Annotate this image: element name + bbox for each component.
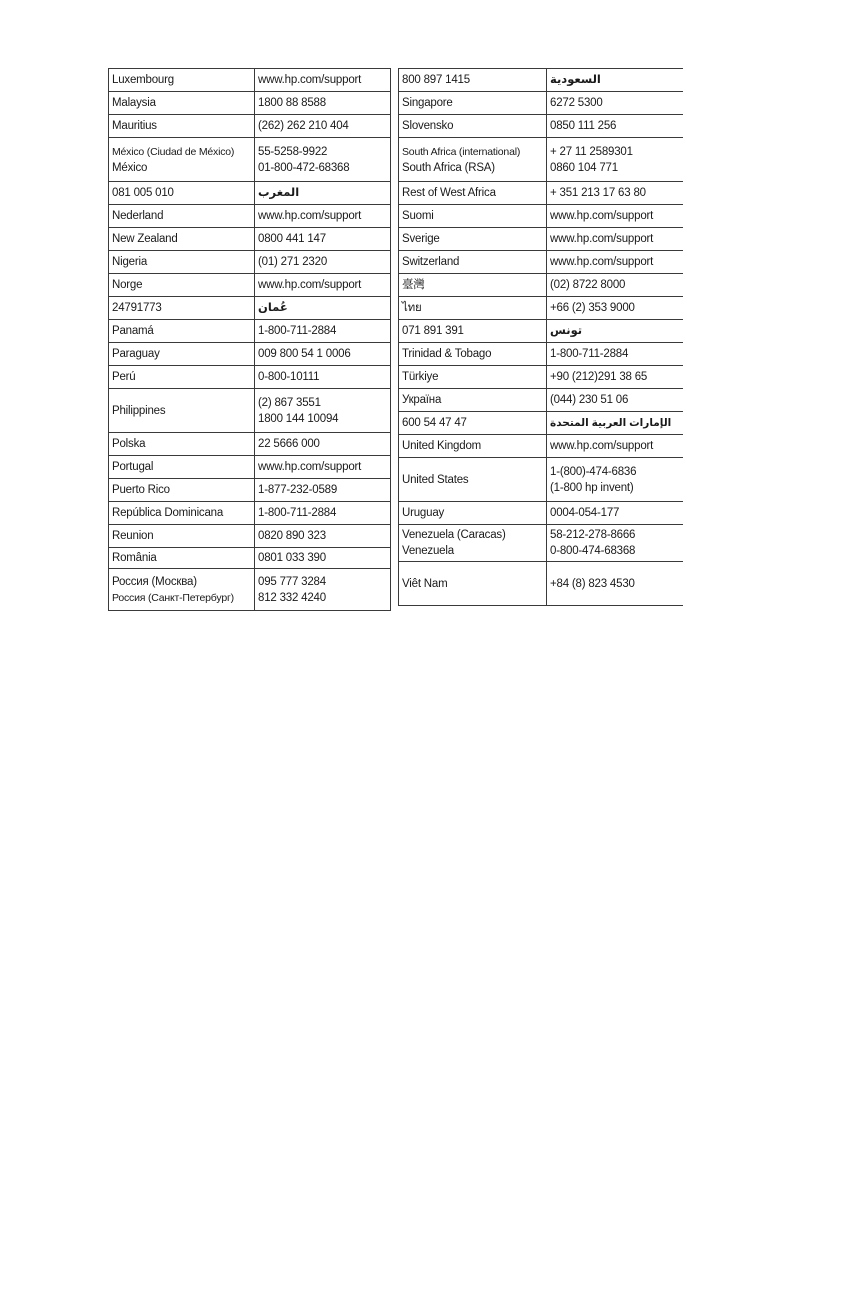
contact-value: 01-800-472-68368 xyxy=(258,161,350,174)
country-name: 081 005 010 xyxy=(112,187,174,199)
country-cell xyxy=(109,274,255,297)
country-name: Nigeria xyxy=(112,256,148,268)
country-name: Puerto Rico xyxy=(112,484,170,496)
country-cell xyxy=(399,502,547,525)
country-cell xyxy=(399,343,547,366)
contact-value: +84 (8) 823 4530 xyxy=(550,577,635,590)
country-cell xyxy=(399,366,547,389)
contact-cell xyxy=(255,456,391,479)
country-name: República Dominicana xyxy=(112,507,224,519)
country-name: Venezuela xyxy=(402,545,454,557)
country-name: Portugal xyxy=(112,461,154,473)
country-cell xyxy=(109,320,255,343)
contact-cell xyxy=(547,525,683,562)
table-row xyxy=(109,433,391,456)
country-name: România xyxy=(112,552,157,564)
table-row xyxy=(399,320,683,343)
contact-cell xyxy=(255,274,391,297)
contact-value: (01) 271 2320 xyxy=(258,256,328,268)
country-name: Venezuela (Caracas) xyxy=(402,529,506,541)
country-cell xyxy=(109,456,255,479)
contact-value: www.hp.com/support xyxy=(258,210,362,222)
country-name: Perú xyxy=(112,371,136,383)
country-cell xyxy=(399,182,547,205)
contact-cell xyxy=(255,297,391,320)
country-name: 臺灣 xyxy=(402,279,425,291)
contact-value: 1-800-711-2884 xyxy=(550,348,629,360)
country-cell xyxy=(109,182,255,205)
country-name: ไทย xyxy=(402,302,422,314)
table-row xyxy=(109,548,391,569)
contact-cell xyxy=(547,205,683,228)
support-table-left xyxy=(108,68,391,611)
country-name: New Zealand xyxy=(112,233,178,245)
table-row xyxy=(109,297,391,320)
contact-cell xyxy=(547,69,683,92)
country-name: Reunion xyxy=(112,530,154,542)
country-name: Suomi xyxy=(402,210,434,222)
table-row xyxy=(109,320,391,343)
contact-value: 0850 111 256 xyxy=(550,120,617,132)
country-name: 071 891 391 xyxy=(402,325,464,337)
country-cell xyxy=(399,562,547,606)
contact-value: 1-800-711-2884 xyxy=(258,507,337,519)
contact-value: 0004-054-177 xyxy=(550,507,620,519)
country-cell xyxy=(399,458,547,502)
contact-value: السعودية xyxy=(550,74,601,86)
contact-value: عُمان xyxy=(258,302,288,314)
table-row xyxy=(399,435,683,458)
contact-cell xyxy=(255,92,391,115)
contact-cell xyxy=(547,435,683,458)
table-row xyxy=(399,366,683,389)
contact-cell xyxy=(547,320,683,343)
country-cell xyxy=(399,205,547,228)
country-name: México (Ciudad de México) xyxy=(112,145,235,158)
contact-cell xyxy=(547,115,683,138)
country-cell xyxy=(399,251,547,274)
country-name: Luxembourg xyxy=(112,74,174,86)
contact-cell xyxy=(255,205,391,228)
table-row xyxy=(399,251,683,274)
country-name: México xyxy=(112,161,148,174)
country-name: Россия (Санкт-Петербург) xyxy=(112,591,234,604)
table-row xyxy=(399,525,683,562)
country-name: 600 54 47 47 xyxy=(402,417,467,429)
contact-value: 812 332 4240 xyxy=(258,591,326,604)
country-cell xyxy=(109,502,255,525)
contact-value: www.hp.com/support xyxy=(550,256,654,268)
contact-cell xyxy=(255,115,391,138)
contact-value: www.hp.com/support xyxy=(550,440,654,452)
table-row xyxy=(399,138,683,182)
contact-value: 55-5258-9922 xyxy=(258,145,328,158)
table-row xyxy=(399,69,683,92)
contact-cell xyxy=(547,562,683,606)
contact-cell xyxy=(255,69,391,92)
table-row xyxy=(109,479,391,502)
support-table-right xyxy=(398,68,683,606)
table-row xyxy=(399,458,683,502)
country-cell xyxy=(109,92,255,115)
table-row xyxy=(109,115,391,138)
contact-cell xyxy=(255,366,391,389)
contact-value: www.hp.com/support xyxy=(258,279,362,291)
contact-cell xyxy=(255,548,391,569)
contact-value: 6272 5300 xyxy=(550,97,603,109)
country-cell xyxy=(109,115,255,138)
country-name: Panamá xyxy=(112,325,154,337)
contact-cell xyxy=(255,320,391,343)
contact-cell xyxy=(547,228,683,251)
contact-value: + 27 11 2589301 xyxy=(550,145,633,158)
country-cell xyxy=(109,366,255,389)
country-cell xyxy=(399,69,547,92)
table-row xyxy=(399,182,683,205)
contact-cell xyxy=(547,389,683,412)
country-name: Polska xyxy=(112,438,146,450)
country-name: Україна xyxy=(402,394,442,406)
country-cell xyxy=(399,389,547,412)
country-cell xyxy=(399,92,547,115)
contact-cell xyxy=(547,92,683,115)
contact-value: 0820 890 323 xyxy=(258,530,326,542)
table-row xyxy=(399,115,683,138)
contact-cell xyxy=(255,251,391,274)
contact-cell xyxy=(547,412,683,435)
country-name: Switzerland xyxy=(402,256,460,268)
contact-cell xyxy=(547,138,683,182)
contact-value: www.hp.com/support xyxy=(550,233,654,245)
country-cell xyxy=(109,479,255,502)
contact-cell xyxy=(255,389,391,433)
country-cell xyxy=(399,228,547,251)
table-row xyxy=(109,138,391,182)
contact-value: 009 800 54 1 0006 xyxy=(258,348,351,360)
contact-cell xyxy=(255,525,391,548)
contact-cell xyxy=(547,366,683,389)
table-row xyxy=(399,389,683,412)
table-row xyxy=(399,343,683,366)
contact-cell xyxy=(255,182,391,205)
table-row xyxy=(399,274,683,297)
contact-value: 58-212-278-8666 xyxy=(550,529,636,541)
contact-value: 0801 033 390 xyxy=(258,552,326,564)
country-name: Singapore xyxy=(402,97,453,109)
contact-value: 1800 144 10094 xyxy=(258,412,339,425)
contact-value: 0860 104 771 xyxy=(550,161,618,174)
country-cell xyxy=(109,138,255,182)
country-cell xyxy=(399,138,547,182)
country-name: Uruguay xyxy=(402,507,445,519)
contact-cell xyxy=(547,251,683,274)
country-name: Россия (Москва) xyxy=(112,575,197,588)
contact-cell xyxy=(255,343,391,366)
table-row xyxy=(109,182,391,205)
country-cell xyxy=(109,343,255,366)
contact-value: (044) 230 51 06 xyxy=(550,394,629,406)
support-table-left-body xyxy=(109,69,391,611)
contact-cell xyxy=(547,182,683,205)
table-row xyxy=(399,502,683,525)
contact-value: (2) 867 3551 xyxy=(258,396,321,409)
country-name: South Africa (RSA) xyxy=(402,161,495,174)
contact-cell xyxy=(255,502,391,525)
table-row xyxy=(399,228,683,251)
contact-value: 0-800-474-68368 xyxy=(550,545,636,557)
contact-value: 0800 441 147 xyxy=(258,233,326,245)
country-cell xyxy=(109,69,255,92)
table-row xyxy=(399,412,683,435)
contact-cell xyxy=(547,502,683,525)
contact-cell xyxy=(547,343,683,366)
table-row xyxy=(109,228,391,251)
country-name: Malaysia xyxy=(112,97,156,109)
country-cell xyxy=(109,569,255,611)
contact-cell xyxy=(255,433,391,456)
table-row xyxy=(399,297,683,320)
contact-value: تونس xyxy=(550,325,583,337)
country-name: Nederland xyxy=(112,210,164,222)
contact-value: www.hp.com/support xyxy=(550,210,654,222)
support-table-right-body xyxy=(399,69,683,606)
table-row xyxy=(109,251,391,274)
country-cell xyxy=(109,433,255,456)
country-name: Philippines xyxy=(112,404,166,417)
country-name: United States xyxy=(402,473,469,486)
contact-cell xyxy=(255,228,391,251)
contact-value: 1-(800)-474-6836 xyxy=(550,465,637,478)
contact-value: +90 (212)291 38 65 xyxy=(550,371,648,383)
country-cell xyxy=(399,274,547,297)
country-cell xyxy=(399,320,547,343)
country-name: Sverige xyxy=(402,233,440,245)
contact-cell xyxy=(255,479,391,502)
contact-value: (02) 8722 8000 xyxy=(550,279,626,291)
country-cell xyxy=(109,251,255,274)
country-name: Paraguay xyxy=(112,348,160,360)
country-cell xyxy=(109,548,255,569)
contact-value: 0-800-10111 xyxy=(258,371,320,383)
country-cell xyxy=(109,205,255,228)
table-row xyxy=(109,92,391,115)
table-row xyxy=(109,502,391,525)
country-name: Rest of West Africa xyxy=(402,187,496,199)
country-name: Trinidad & Tobago xyxy=(402,348,492,360)
country-name: 800 897 1415 xyxy=(402,74,470,86)
country-name: Mauritius xyxy=(112,120,157,132)
country-name: Norge xyxy=(112,279,143,291)
country-cell xyxy=(399,412,547,435)
table-row xyxy=(109,525,391,548)
country-name: South Africa (international) xyxy=(402,145,521,158)
contact-value: 1800 88 8588 xyxy=(258,97,326,109)
table-row xyxy=(399,92,683,115)
table-row xyxy=(109,69,391,92)
country-name: United Kingdom xyxy=(402,440,482,452)
table-row xyxy=(109,389,391,433)
contact-value: (262) 262 210 404 xyxy=(258,120,349,132)
table-row xyxy=(399,562,683,606)
country-cell xyxy=(399,435,547,458)
table-row xyxy=(399,205,683,228)
country-cell xyxy=(399,115,547,138)
table-row xyxy=(109,456,391,479)
contact-value: 095 777 3284 xyxy=(258,575,326,588)
contact-value: 22 5666 000 xyxy=(258,438,320,450)
country-name: Türkiye xyxy=(402,371,439,383)
country-name: 24791773 xyxy=(112,302,162,314)
contact-value: (1-800 hp invent) xyxy=(550,481,634,494)
table-row xyxy=(109,343,391,366)
contact-value: 1-800-711-2884 xyxy=(258,325,337,337)
contact-value: + 351 213 17 63 80 xyxy=(550,187,646,199)
country-cell xyxy=(109,389,255,433)
contact-cell xyxy=(547,274,683,297)
country-name: Viêt Nam xyxy=(402,577,448,590)
country-cell xyxy=(399,297,547,320)
table-row xyxy=(109,366,391,389)
table-row xyxy=(109,205,391,228)
country-cell xyxy=(109,228,255,251)
contact-cell xyxy=(547,458,683,502)
table-row xyxy=(109,569,391,611)
country-name: Slovensko xyxy=(402,120,454,132)
contact-value: +66 (2) 353 9000 xyxy=(550,302,635,314)
country-cell xyxy=(109,297,255,320)
country-cell xyxy=(399,525,547,562)
contact-value: www.hp.com/support xyxy=(258,74,362,86)
contact-value: الإمارات العربية المتحدة xyxy=(550,417,672,429)
country-cell xyxy=(109,525,255,548)
contact-cell xyxy=(255,569,391,611)
contact-cell xyxy=(547,297,683,320)
table-row xyxy=(109,274,391,297)
contact-cell xyxy=(255,138,391,182)
contact-value: 1-877-232-0589 xyxy=(258,484,338,496)
contact-value: المغرب xyxy=(258,187,300,199)
contact-value: www.hp.com/support xyxy=(258,461,362,473)
